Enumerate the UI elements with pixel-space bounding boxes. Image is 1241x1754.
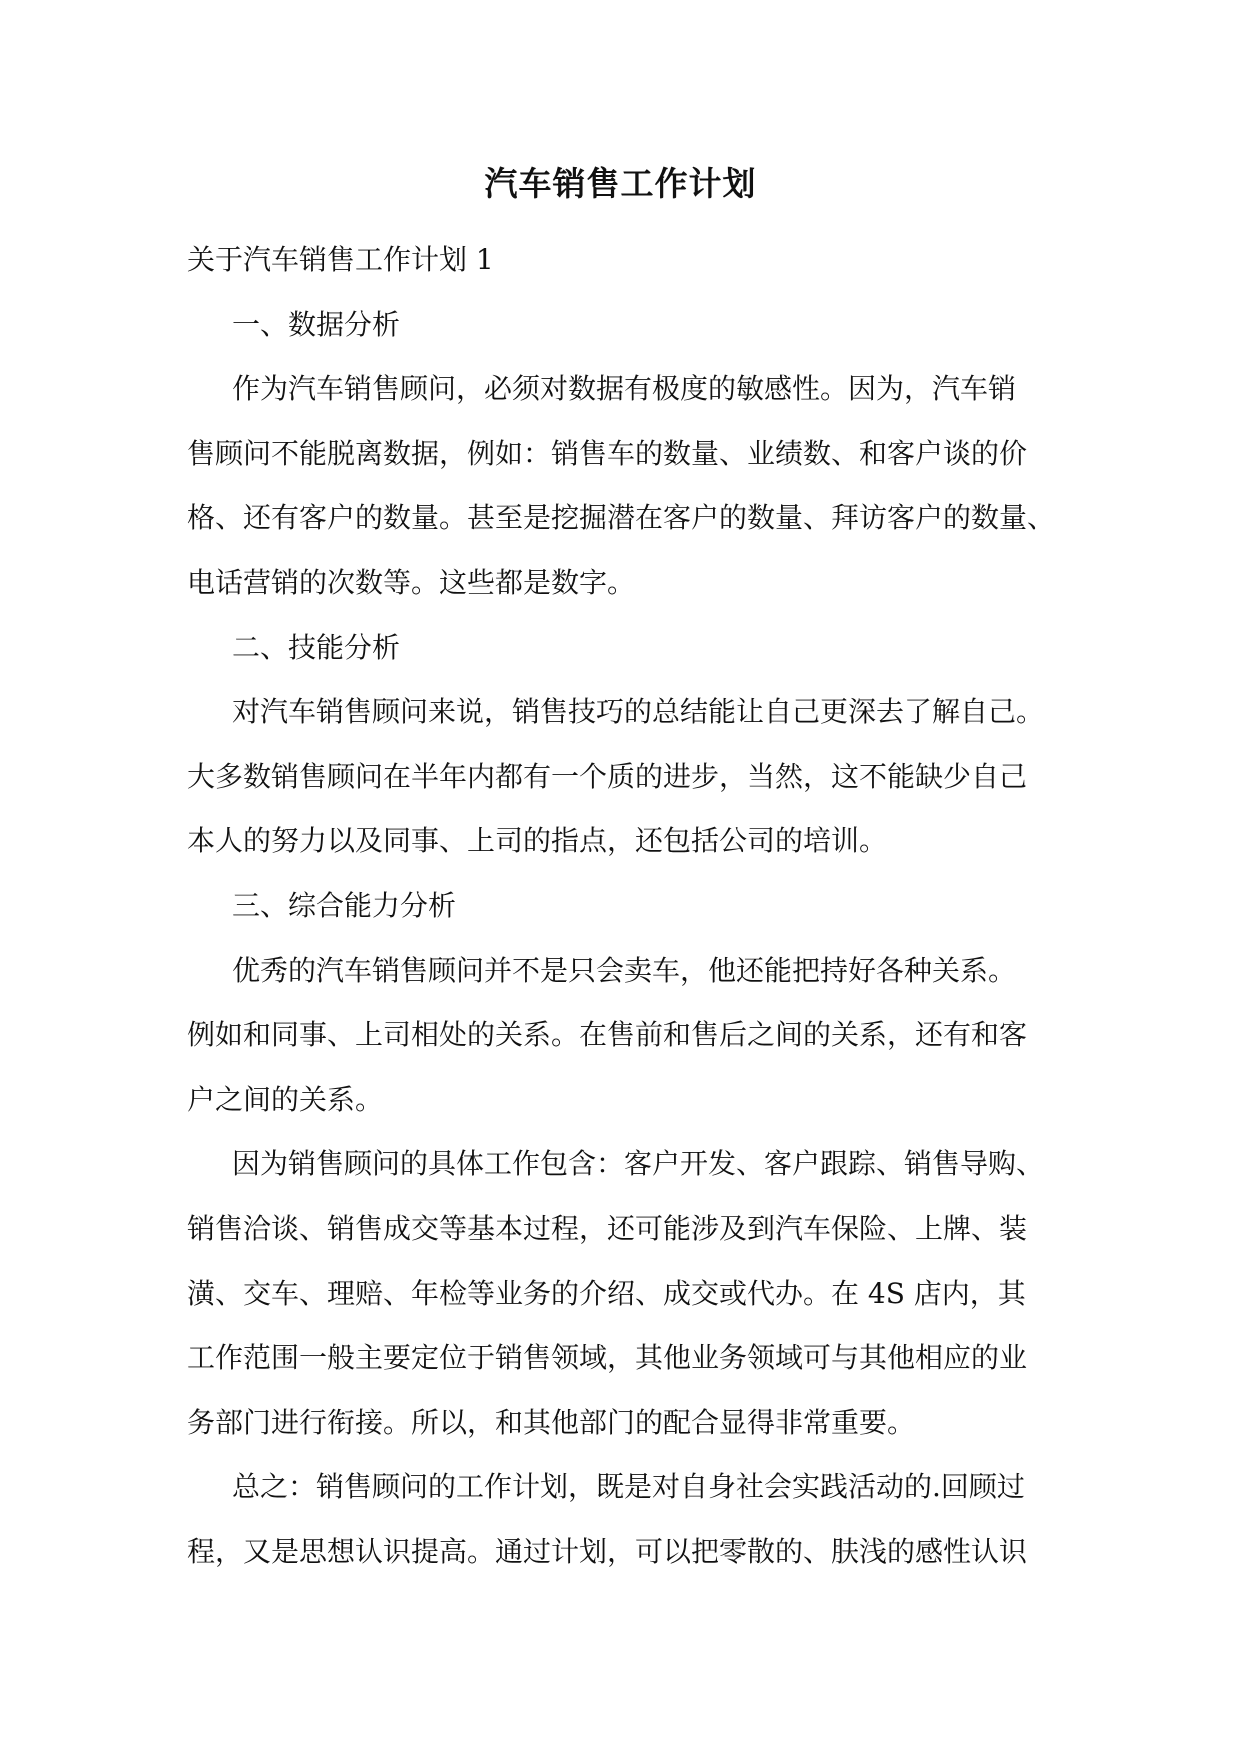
section-heading-data-analysis: 一、数据分析 bbox=[232, 307, 401, 341]
paragraph-line: 格、还有客户的数量。甚至是挖掘潜在客户的数量、拜访客户的数量、 bbox=[187, 501, 1056, 535]
paragraph-line: 优秀的汽车销售顾问并不是只会卖车，他还能把持好各种关系。 bbox=[232, 953, 1017, 987]
subtitle: 关于汽车销售工作计划 1 bbox=[187, 243, 494, 276]
paragraph-line: 对汽车销售顾问来说，销售技巧的总结能让自己更深去了解自己。 bbox=[232, 695, 1045, 729]
paragraph-line: 电话营销的次数等。这些都是数字。 bbox=[187, 565, 636, 599]
paragraph-line: 总之：销售顾问的工作计划，既是对自身社会实践活动的.回顾过 bbox=[232, 1470, 1025, 1504]
paragraph-line: 售顾问不能脱离数据，例如：销售车的数量、业绩数、和客户谈的价 bbox=[187, 436, 1028, 470]
section-heading-skill-analysis: 二、技能分析 bbox=[232, 630, 401, 664]
paragraph-line: 程，又是思想认识提高。通过计划，可以把零散的、肤浅的感性认识 bbox=[187, 1534, 1028, 1568]
paragraph-line: 户之间的关系。 bbox=[187, 1082, 384, 1116]
paragraph-line: 销售洽谈、销售成交等基本过程，还可能涉及到汽车保险、上牌、装 bbox=[187, 1211, 1028, 1245]
paragraph-line: 本人的努力以及同事、上司的指点，还包括公司的培训。 bbox=[187, 824, 888, 858]
section-heading-comprehensive-analysis: 三、综合能力分析 bbox=[232, 888, 457, 922]
paragraph-line: 大多数销售顾问在半年内都有一个质的进步，当然，这不能缺少自己 bbox=[187, 759, 1028, 793]
paragraph-line: 因为销售顾问的具体工作包含：客户开发、客户跟踪、销售导购、 bbox=[232, 1147, 1045, 1181]
paragraph-line: 例如和同事、上司相处的关系。在售前和售后之间的关系，还有和客 bbox=[187, 1018, 1028, 1052]
paragraph-line: 工作范围一般主要定位于销售领域，其他业务领域可与其他相应的业 bbox=[187, 1341, 1028, 1375]
paragraph-line: 务部门进行衔接。所以，和其他部门的配合显得非常重要。 bbox=[187, 1405, 916, 1439]
document-body bbox=[187, 228, 1072, 1584]
paragraph-line: 作为汽车销售顾问，必须对数据有极度的敏感性。因为，汽车销 bbox=[232, 372, 1017, 406]
document-title: 汽车销售工作计划 bbox=[484, 164, 757, 203]
paragraph-line: 潢、交车、理赔、年检等业务的介绍、成交或代办。在 4S 店内，其 bbox=[187, 1276, 1026, 1310]
